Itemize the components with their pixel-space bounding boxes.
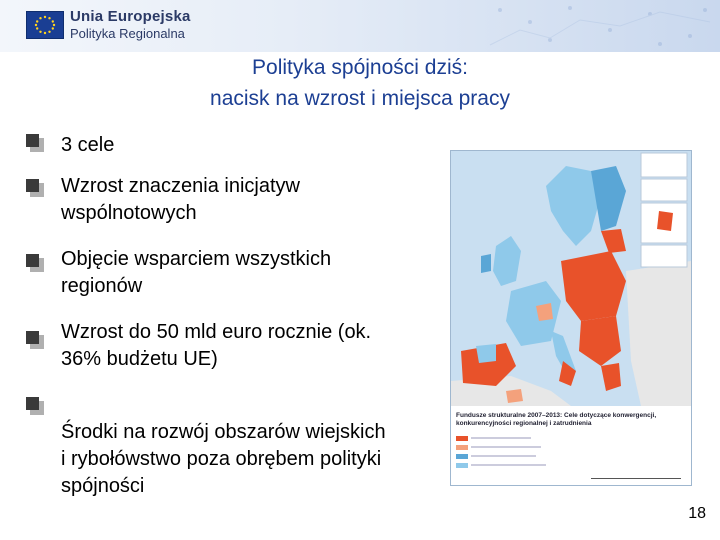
eu-map-watermark (460, 0, 720, 52)
page-number: 18 (688, 505, 706, 522)
bullet-marker-icon (26, 331, 44, 349)
eu-regions-map (450, 150, 692, 486)
bullet-text: Wzrost do 50 mld euro rocznie (ok. 36% budżetu UE) (61, 321, 372, 370)
title-line-2: nacisk na wzrost i miejsca pracy (210, 87, 510, 110)
slide-title (0, 52, 720, 114)
legend-swatch-convergence (456, 436, 468, 441)
eu-stars-icon (27, 12, 63, 38)
eu-flag-logo (26, 11, 64, 39)
brand-text (70, 9, 191, 40)
legend-line (471, 455, 536, 457)
org-subtitle: Polityka Regionalna (70, 26, 185, 41)
bullet-marker-icon (26, 179, 44, 197)
bullet-text: Objęcie wsparciem wszystkich regionów (61, 248, 332, 297)
bullet-text: 3 cele (61, 134, 115, 156)
bullet-text: Środki na rozwój obszarów wiejskich i rybołówstwo poza obrębem polityki spójności (61, 421, 386, 497)
header-bar (0, 0, 720, 52)
europe-map-image (451, 151, 691, 406)
map-legend (451, 406, 691, 485)
legend-swatch-phasing-in (456, 454, 468, 459)
bullet-marker-icon (26, 254, 44, 272)
map-legend-title: Fundusze strukturalne 2007–2013: Cele dotyczące konwergencji, konkurencyjności regionalnej i zatrudnienia (456, 412, 657, 427)
legend-swatch-competitiveness (456, 463, 468, 468)
map-scale-bar (591, 478, 681, 479)
bullet-marker-icon (26, 134, 44, 152)
legend-line (471, 437, 531, 439)
legend-swatch-phasing-out (456, 445, 468, 450)
title-line-1: Polityka spójności dziś: (252, 56, 468, 79)
legend-line (471, 446, 541, 448)
bullet-text: Wzrost znaczenia inicjatyw wspólnotowych (61, 175, 300, 224)
legend-line (471, 464, 546, 466)
org-name: Unia Europejska (70, 8, 191, 25)
bullet-marker-icon (26, 397, 44, 415)
